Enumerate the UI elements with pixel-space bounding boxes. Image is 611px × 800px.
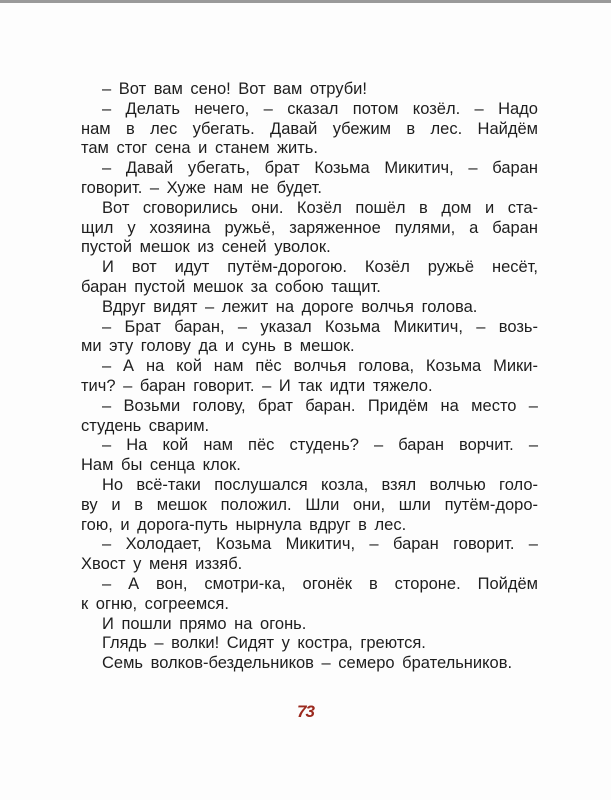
text-line: – Возьми голову, брат баран. Придём на место – <box>102 396 538 415</box>
paragraph <box>81 634 538 654</box>
paragraph <box>81 100 538 159</box>
paragraph <box>81 397 538 437</box>
text-line: – Холодает, Козьма Микитич, – баран говорит. – <box>102 535 538 554</box>
paragraph <box>81 318 538 358</box>
text-line: говорит. – Хуже нам не будет. <box>81 178 322 197</box>
text-line: И пошли прямо на огонь. <box>102 614 307 633</box>
text-line: щил у хозяина ружьё, заряженное пулями, а баран <box>81 218 538 237</box>
paragraph <box>81 575 538 615</box>
text-line: Семь волков-бездельников – семеро брательников. <box>102 654 513 673</box>
paragraph <box>81 436 538 476</box>
text-line: Глядь – волки! Сидят у костра, греются. <box>102 634 426 653</box>
story-text <box>81 80 538 674</box>
text-line: Хвост у меня иззяб. <box>81 555 243 574</box>
text-line: к огню, согреемся. <box>81 594 229 613</box>
text-line: Нам бы сенца клок. <box>81 456 241 475</box>
paragraph <box>81 535 538 575</box>
text-line: нам в лес убегать. Давай убежим в лес. Найдём <box>81 119 538 138</box>
paragraph <box>81 298 538 318</box>
text-line: И вот идут путём-дорогою. Козёл ружьё несёт, <box>102 258 538 277</box>
text-line: студень сварим. <box>81 416 210 435</box>
text-line: ву и в мешок положил. Шли они, шли путём-доро- <box>81 495 538 514</box>
paragraph <box>81 654 538 674</box>
paragraph <box>81 357 538 397</box>
text-line: Вдруг видят – лежит на дороге волчья голова. <box>102 297 478 316</box>
paragraph <box>81 199 538 258</box>
page-number: 73 <box>297 702 314 721</box>
text-line: – А на кой нам пёс волчья голова, Козьма Мики- <box>102 357 538 376</box>
text-line: ми эту голову да и сунь в мешок. <box>81 337 355 356</box>
text-line: гою, и дорога-путь нырнула вдруг в лес. <box>81 515 407 534</box>
paragraph <box>81 258 538 298</box>
text-line: тич? – баран говорит. – И так идти тяжело. <box>81 376 433 395</box>
top-border <box>0 0 611 3</box>
paragraph <box>81 615 538 635</box>
text-line: пустой мешок из сеней уволок. <box>81 238 331 257</box>
text-line: – Вот вам сено! Вот вам отруби! <box>102 80 367 98</box>
paragraph <box>81 476 538 535</box>
text-line: – На кой нам пёс студень? – баран ворчит. – <box>102 436 538 455</box>
text-line: Но всё-таки послушался козла, взял волчью голо- <box>102 475 538 494</box>
text-line: – А вон, смотри-ка, огонёк в стороне. Пойдём <box>102 574 538 593</box>
text-line: Вот сговорились они. Козёл пошёл в дом и ста- <box>102 198 538 217</box>
text-line: там стог сена и станем жить. <box>81 139 318 158</box>
text-line: – Давай убегать, брат Козьма Микитич, – баран <box>102 159 538 178</box>
text-line: – Делать нечего, – сказал потом козёл. – Надо <box>102 99 538 118</box>
text-line: – Брат баран, – указал Козьма Микитич, – возь- <box>102 317 538 336</box>
paragraph <box>81 80 538 100</box>
paragraph <box>81 159 538 199</box>
text-line: баран пустой мешок за собою тащит. <box>81 277 381 296</box>
